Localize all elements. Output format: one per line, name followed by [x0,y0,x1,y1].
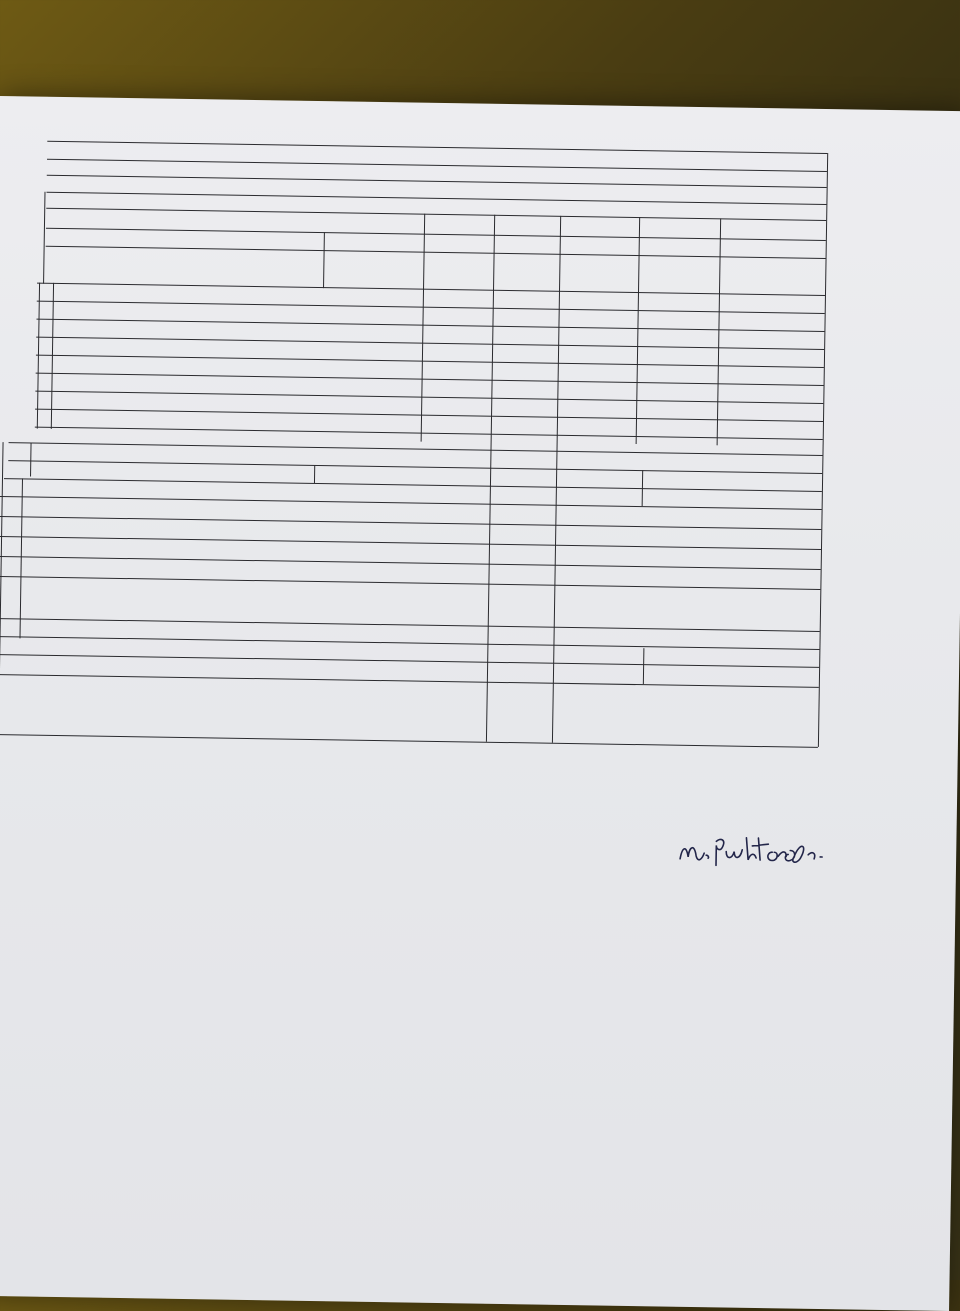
table-rule [47,141,827,154]
table-rule [46,192,826,205]
table-rule [0,516,821,530]
table-rule [9,442,823,456]
table-rule [35,409,823,422]
table-rule [35,391,823,404]
table-rule [46,208,826,221]
table-rule [643,648,645,684]
table-rule [46,246,826,259]
table-rule [0,734,818,748]
table-rule [0,496,822,510]
table-rule [30,443,32,477]
table-rule [37,283,825,296]
table-rule [0,618,820,632]
table-rule [36,319,824,332]
mff-signature-image [676,829,847,876]
table-rule [0,636,819,650]
table-rule [0,674,819,688]
table-rule [0,442,4,734]
table-rule [0,654,819,668]
document-page [0,96,960,1311]
table-rule [0,556,821,570]
table-rule [0,576,820,590]
table-rule [8,460,822,474]
table-rule [636,217,641,444]
table-rule [47,159,827,172]
table-rule [4,478,822,492]
table-rule [717,218,722,445]
table-rule [0,536,821,550]
table-rule [46,228,826,241]
table-rule [314,465,315,483]
table-rule [818,153,828,747]
table-rule [36,355,824,368]
table-rule [43,192,45,284]
table-rule [36,337,824,350]
table-rule [421,214,426,442]
table-rule [47,175,827,188]
table-rule [35,427,823,440]
table-rule [37,301,825,314]
table-rule [323,232,325,288]
table-rule [36,373,824,386]
table-rule [19,478,23,638]
